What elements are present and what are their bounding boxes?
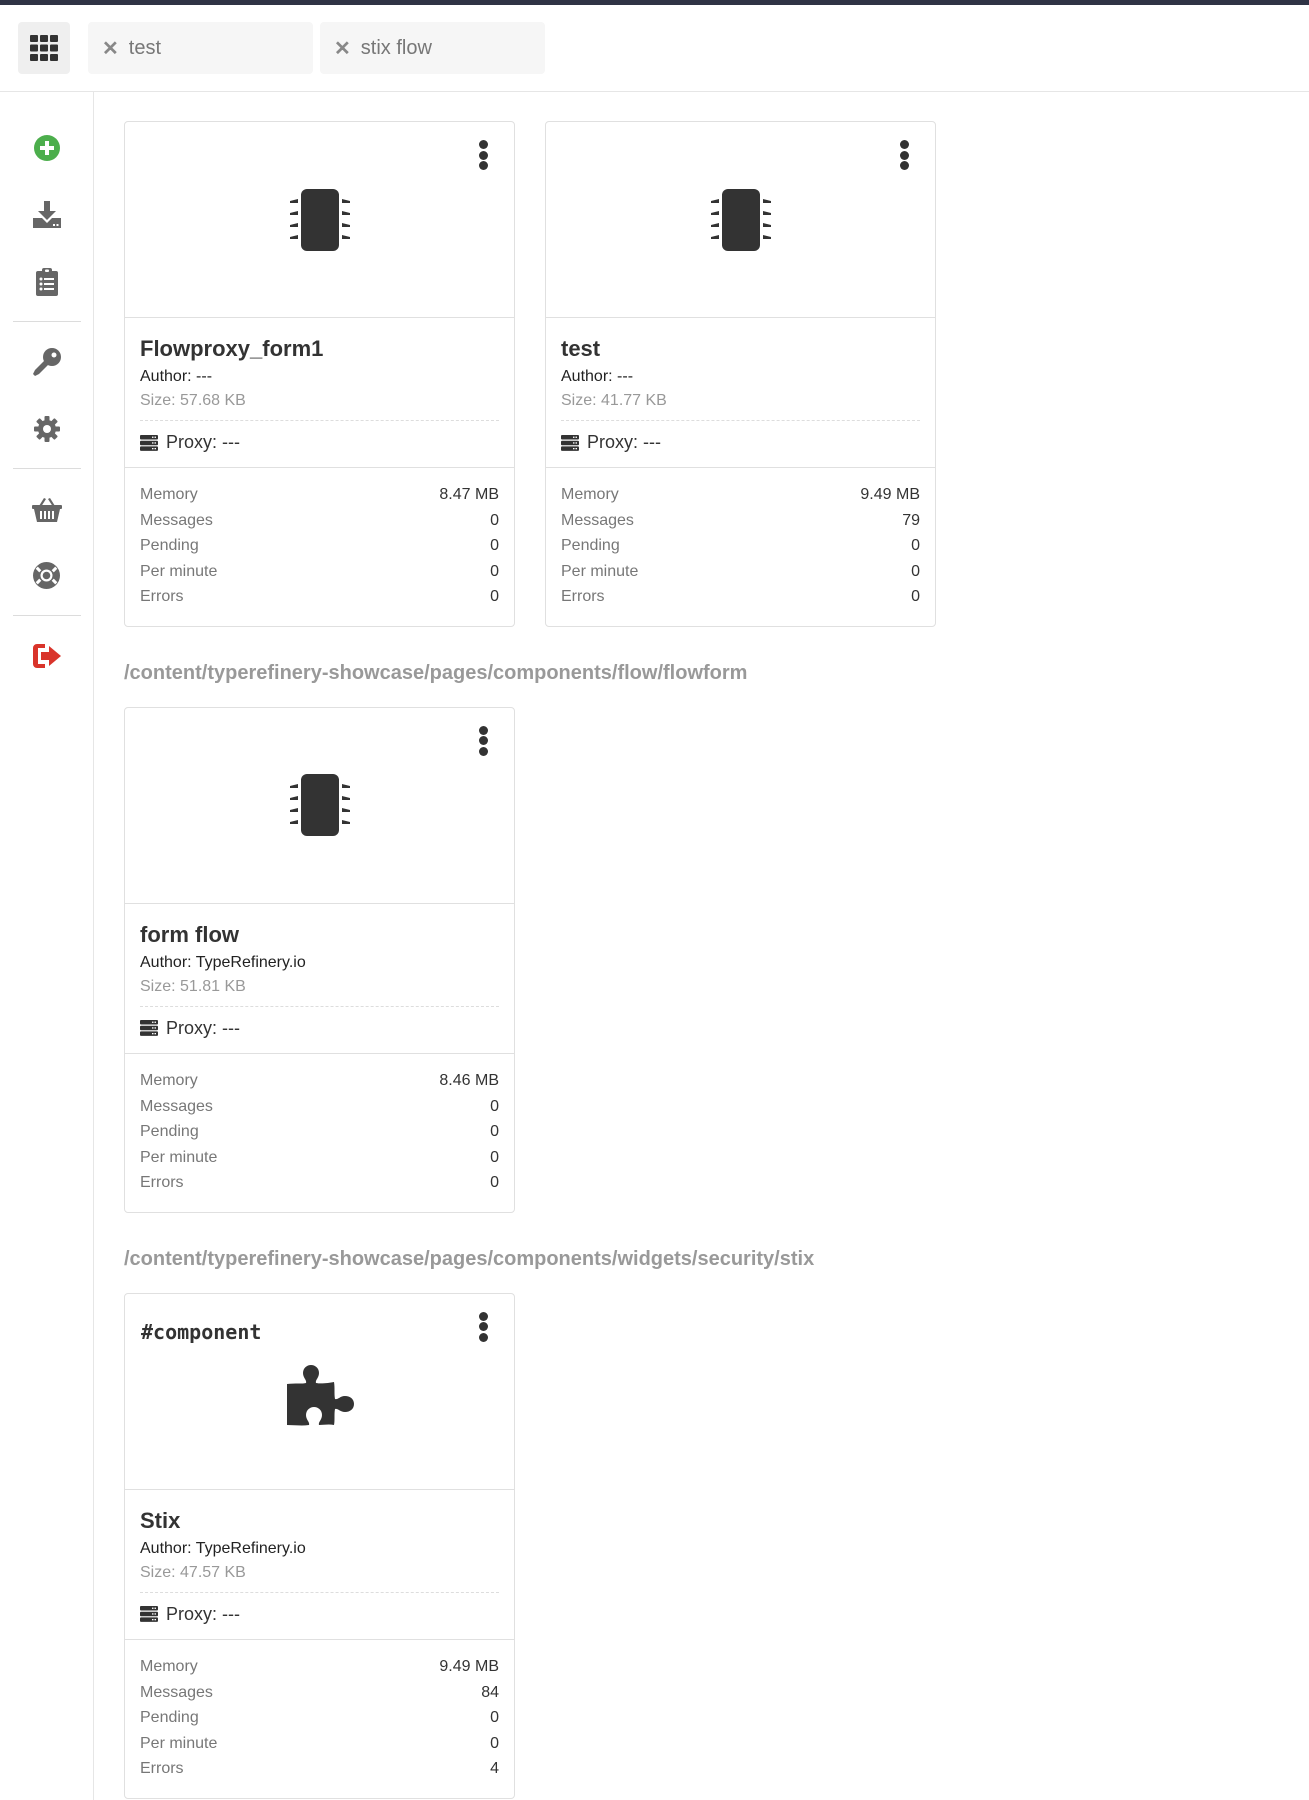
clipboard-list-icon (36, 268, 58, 296)
sidebar-divider (13, 321, 81, 322)
basket-icon (32, 496, 62, 522)
server-icon (140, 1606, 158, 1622)
card-title: Flowproxy_form1 (140, 336, 324, 361)
stat-per-minute: Per minute 0 (561, 562, 920, 580)
sidebar-item-marketplace[interactable] (0, 475, 94, 542)
card-proxy (561, 432, 920, 453)
stat-errors: Errors 0 (140, 588, 499, 606)
sidebar-item-settings[interactable] (0, 395, 94, 462)
card-title: form flow (140, 921, 239, 947)
component-card[interactable] (124, 1293, 515, 1799)
main-content (94, 92, 1309, 1800)
card-preview (125, 1294, 514, 1490)
close-icon[interactable]: ✕ (334, 37, 351, 60)
stat-errors: Errors 4 (140, 1760, 499, 1778)
microchip-icon (710, 189, 772, 251)
more-options-icon[interactable] (476, 726, 490, 756)
card-author: Author: TypeRefinery.io (140, 953, 306, 971)
stat-pending: Pending 0 (140, 537, 499, 555)
tab-label: stix flow (360, 36, 432, 59)
tab-label: test (128, 36, 162, 59)
stat-memory: Memory 8.46 MB (140, 1071, 499, 1089)
card-size: Size: 41.77 KB (561, 392, 920, 421)
card-author: Author: --- (561, 368, 634, 385)
card-author: Author: TypeRefinery.io (140, 1539, 306, 1557)
card-size: Size: 51.81 KB (140, 978, 499, 1007)
server-icon (561, 435, 579, 451)
stat-per-minute: Per minute 0 (140, 1734, 499, 1752)
flow-card[interactable] (124, 121, 515, 627)
card-proxy (140, 432, 499, 453)
card-tag: #component (141, 1319, 262, 1344)
card-stats (125, 1054, 514, 1212)
stat-memory: Memory 9.49 MB (140, 1657, 499, 1675)
card-preview (546, 122, 935, 318)
stat-pending: Pending 0 (561, 537, 920, 555)
puzzle-piece-icon (285, 1364, 355, 1426)
sidebar-item-keys[interactable] (0, 328, 94, 395)
sign-out-icon (33, 644, 61, 668)
card-title: Stix (140, 1507, 181, 1533)
microchip-icon (289, 774, 351, 836)
stat-memory: Memory 8.47 MB (140, 486, 499, 503)
tab-stix-flow[interactable] (320, 22, 545, 74)
more-options-icon[interactable] (476, 140, 490, 170)
card-size: Size: 57.68 KB (140, 392, 499, 421)
card-preview (125, 708, 514, 904)
card-title: test (561, 336, 601, 361)
gear-icon (34, 416, 60, 442)
proxy-value: Proxy: --- (166, 1017, 240, 1038)
microchip-icon (289, 189, 351, 251)
tab-test[interactable] (88, 22, 313, 74)
flow-card[interactable] (124, 707, 515, 1213)
stat-pending: Pending 0 (140, 1123, 499, 1141)
plus-circle-icon (34, 135, 60, 161)
section-path: /content/typerefinery-showcase/pages/components/flow/flowform (124, 661, 748, 684)
apps-button[interactable] (18, 22, 70, 74)
stat-messages: Messages 0 (140, 511, 499, 529)
key-icon (33, 348, 61, 376)
stat-errors: Errors 0 (561, 588, 920, 606)
card-proxy (140, 1018, 499, 1039)
server-icon (140, 435, 158, 451)
sidebar-item-tasks[interactable] (0, 248, 94, 315)
proxy-value: Proxy: --- (166, 1603, 240, 1624)
stat-errors: Errors 0 (140, 1174, 499, 1192)
server-icon (140, 1020, 158, 1036)
sidebar (0, 92, 94, 1800)
card-preview (125, 122, 514, 318)
life-ring-icon (33, 562, 60, 589)
card-size: Size: 47.57 KB (140, 1564, 499, 1593)
stat-pending: Pending 0 (140, 1709, 499, 1727)
stat-messages: Messages 84 (140, 1683, 499, 1701)
cards-row (124, 707, 1309, 1213)
more-options-icon[interactable] (897, 140, 911, 170)
card-proxy (140, 1604, 499, 1625)
section-path: /content/typerefinery-showcase/pages/components/widgets/security/stix (124, 1247, 815, 1270)
card-author: Author: --- (140, 368, 213, 385)
stat-per-minute: Per minute 0 (140, 562, 499, 580)
card-stats (125, 468, 514, 626)
header (0, 5, 1309, 92)
grid-icon (30, 35, 58, 61)
proxy-value: Proxy: --- (587, 432, 661, 452)
sidebar-item-add[interactable] (0, 114, 94, 181)
stat-messages: Messages 79 (561, 511, 920, 529)
sidebar-divider (13, 615, 81, 616)
sidebar-item-logout[interactable] (0, 622, 94, 689)
cards-row (124, 121, 1309, 627)
stat-per-minute: Per minute 0 (140, 1148, 499, 1166)
cards-row (124, 1293, 1309, 1799)
card-stats (546, 468, 935, 626)
flow-card[interactable] (545, 121, 936, 627)
download-icon (33, 201, 61, 229)
sidebar-divider (13, 468, 81, 469)
stat-memory: Memory 9.49 MB (561, 486, 920, 503)
sidebar-item-import[interactable] (0, 181, 94, 248)
stat-messages: Messages 0 (140, 1097, 499, 1115)
proxy-value: Proxy: --- (166, 432, 240, 452)
card-stats (125, 1640, 514, 1798)
close-icon[interactable]: ✕ (102, 37, 119, 60)
more-options-icon[interactable] (476, 1312, 490, 1342)
sidebar-item-support[interactable] (0, 542, 94, 609)
